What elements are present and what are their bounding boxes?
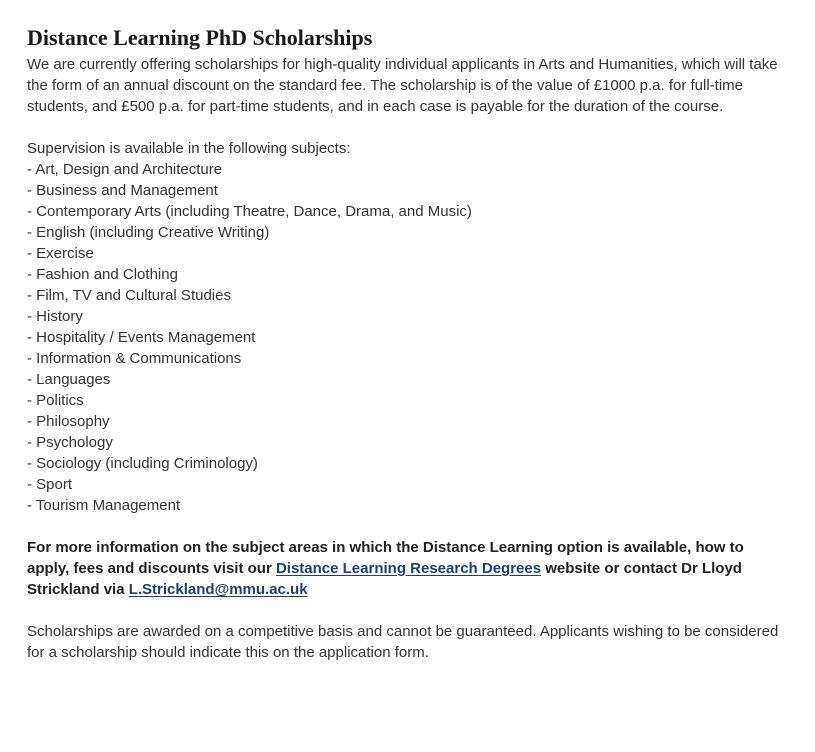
subject-item: - Art, Design and Architecture — [27, 161, 223, 178]
subject-item: - Film, TV and Cultural Studies — [27, 287, 231, 304]
closing-paragraph: Scholarships are awarded on a competitive basis and cannot be guaranteed. Applicants wishing to be considered for a scholarship should indicate this on the application form. — [27, 623, 779, 661]
subject-item: - English (including Creative Writing) — [27, 224, 270, 241]
subjects-section — [27, 138, 787, 516]
subject-item: - Languages — [27, 371, 111, 388]
subject-item: - Politics — [27, 392, 84, 409]
subject-item: - Business and Management — [27, 182, 218, 199]
subject-item: - Psychology — [27, 434, 113, 451]
scholarship-content — [27, 24, 787, 684]
subject-item: - Philosophy — [27, 413, 110, 430]
page-title: Distance Learning PhD Scholarships — [27, 25, 373, 50]
subject-item: - Hospitality / Events Management — [27, 329, 256, 346]
more-info-text-middle: website or contact Dr Lloyd Strickland via — [27, 560, 742, 598]
subject-list — [27, 159, 787, 516]
subject-item: - Sport — [27, 476, 73, 493]
contact-email-link[interactable]: L.Strickland@mmu.ac.uk — [128, 581, 308, 598]
subject-item: - Fashion and Clothing — [27, 266, 178, 283]
subject-item: - Information & Communications — [27, 350, 242, 367]
more-info-text-before: For more information on the subject areas in which the Distance Learning option is available, how to apply, fees and discounts visit our — [27, 539, 744, 577]
subject-item: - Sociology (including Criminology) — [27, 455, 258, 472]
subject-item: - Exercise — [27, 245, 94, 262]
subjects-heading: Supervision is available in the following subjects: — [27, 140, 351, 157]
subject-item: - Contemporary Arts (including Theatre, Dance, Drama, and Music) — [27, 203, 472, 220]
distance-learning-research-degrees-link[interactable]: Distance Learning Research Degrees — [275, 560, 542, 577]
subject-item: - History — [27, 308, 83, 325]
more-info-paragraph — [27, 537, 787, 600]
subject-item: - Tourism Management — [27, 497, 181, 514]
intro-paragraph: We are currently offering scholarships for high-quality individual applicants in Arts and Humanities, which will take the form of an annual discount on the standard fee. The scholarship is of the value of £1000 p.a. for full-time students, and £500 p.a. for part-time students, and in each case is payable for the duration of the course. — [27, 56, 778, 115]
